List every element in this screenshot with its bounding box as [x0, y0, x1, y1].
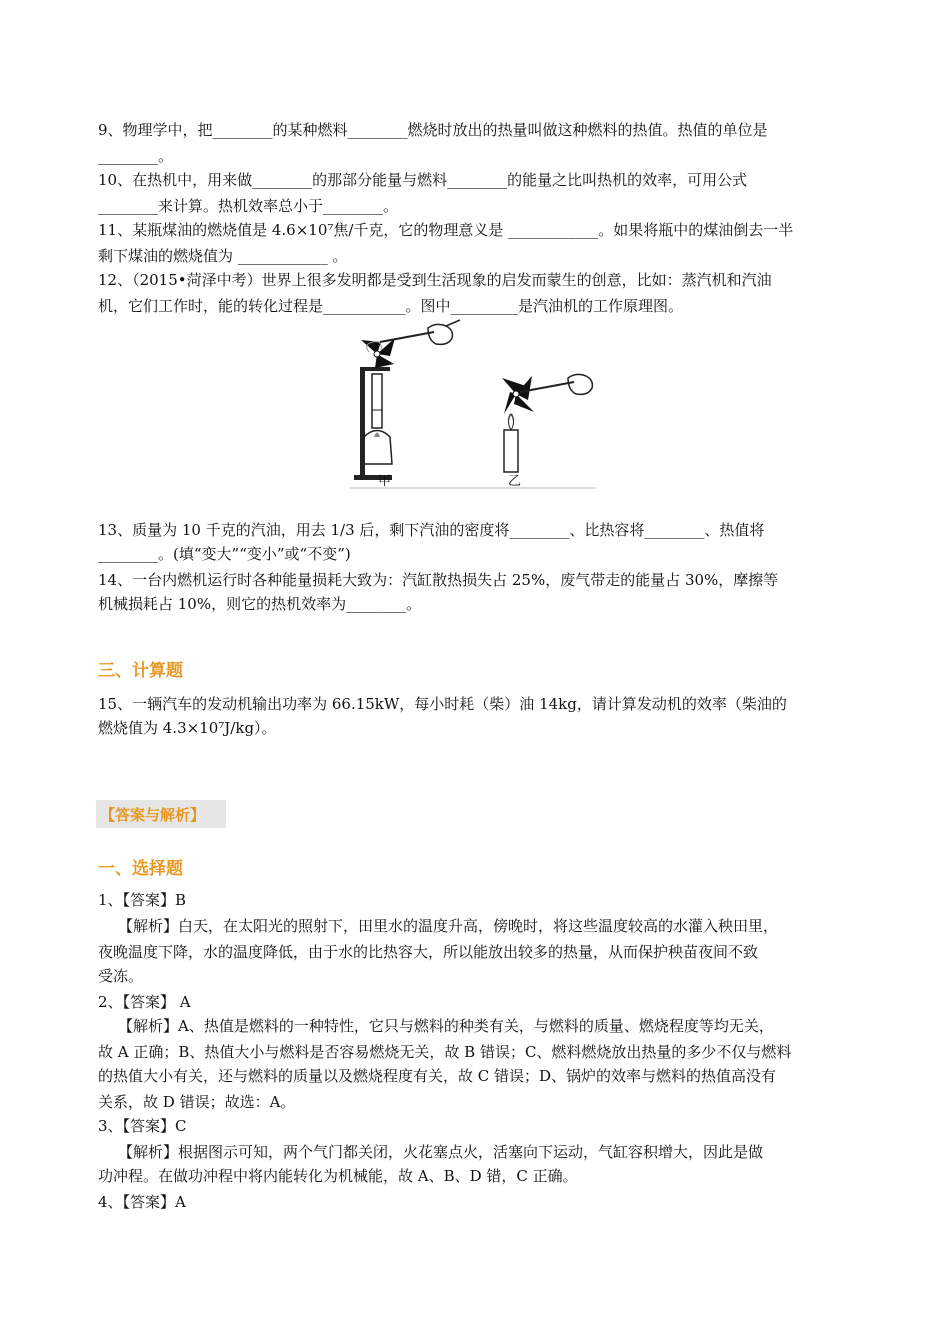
answer-2-explanation-line-3: 的热值大小有关，还与燃料的质量以及燃烧程度有关，故 C 错误；D、锅炉的效率与燃料的热值高没有 [98, 1067, 777, 1085]
question-11-line-2: 剩下煤油的燃烧值为 ____________ 。 [98, 247, 348, 265]
figure-a-drawing [354, 320, 460, 480]
answer-4: 4、【答案】A [98, 1193, 186, 1211]
pinwheel-illustration [350, 312, 600, 492]
answer-1: 1、【答案】B [98, 891, 187, 909]
section-3-heading: 三、计算题 [98, 661, 183, 681]
answer-1-explanation-line-3: 受冻。 [98, 967, 144, 985]
answer-2: 2、【答案】 A [98, 993, 191, 1011]
question-12-line-1: 12、（2015•菏泽中考）世界上很多发明都是受到生活现象的启发而蒙生的创意，比如：蒸汽机和汽油 [98, 271, 772, 289]
question-15-line-1: 15、一辆汽车的发动机输出功率为 66.15kW，每小时耗（柴）油 14kg，请计算发动机的效率（柴油的 [98, 695, 787, 713]
figure-label-b: 乙 [508, 474, 522, 489]
pinwheel-figure [350, 312, 600, 492]
question-15-line-2: 燃烧值为 4.3×10⁷J/kg）。 [98, 719, 277, 737]
answer-1-explanation-line-1: 【解析】白天，在太阳光的照射下，田里水的温度升高，傍晚时，将这些温度较高的水灌入秧田里， [118, 917, 779, 935]
question-12-line-2: 机，它们工作时，能的转化过程是___________。图中_________是汽油机的工作原理图。 [98, 297, 684, 315]
section-1-heading: 一、选择题 [98, 859, 183, 879]
question-13-line-2: ________。(填“变大”“变小”或“不变”) [98, 545, 351, 563]
question-11-line-1: 11、某瓶煤油的燃烧值是 4.6×10⁷焦/千克，它的物理意义是 ____________。如果将瓶中的煤油倒去一半 [98, 221, 794, 239]
answer-3-explanation-line-1: 【解析】根据图示可知，两个气门都关闭，火花塞点火，活塞向下运动，气缸容积增大，因此是做 [118, 1143, 764, 1161]
figure-b-drawing [502, 374, 592, 472]
answer-section-title: 【答案与解析】 [100, 806, 206, 824]
question-13-line-1: 13、质量为 10 千克的汽油，用去 1/3 后，剩下汽油的密度将________、比热容将________、热值将 [98, 521, 765, 539]
answer-2-explanation-line-2: 故 A 正确；B、热值大小与燃料是否容易燃烧无关，故 B 错误；C、燃料燃烧放出热量的多少不仅与燃料 [98, 1043, 792, 1061]
figure-label-a: 甲 [378, 474, 392, 489]
question-9-line-2: ________。 [98, 147, 174, 165]
question-14-line-2: 机械损耗占 10%，则它的热机效率为________。 [98, 595, 422, 613]
question-10-line-2: ________来计算。热机效率总小于________。 [98, 197, 399, 215]
answer-1-explanation-line-2: 夜晚温度下降，水的温度降低，由于水的比热容大，所以能放出较多的热量，从而保护秧苗夜间不致 [98, 943, 759, 961]
question-9-line-1: 9、物理学中，把________的某种燃料________燃烧时放出的热量叫做这种燃料的热值。热值的单位是 [98, 121, 768, 139]
answer-3-explanation-line-2: 功冲程。在做功冲程中将内能转化为机械能，故 A、B、D 错，C 正确。 [98, 1167, 578, 1185]
answer-3: 3、【答案】C [98, 1117, 187, 1135]
answer-section-banner [96, 800, 226, 828]
answer-2-explanation-line-4: 关系，故 D 错误；故选：A。 [98, 1093, 296, 1111]
question-14-line-1: 14、一台内燃机运行时各种能量损耗大致为：汽缸散热损失占 25%，废气带走的能量占 30%，摩擦等 [98, 571, 779, 589]
answer-2-explanation-line-1: 【解析】A、热值是燃料的一种特性，它只与燃料的种类有关，与燃料的质量、燃烧程度等均无关， [118, 1017, 774, 1035]
question-10-line-1: 10、在热机中，用来做________的那部分能量与燃料________的能量之比叫热机的效率，可用公式 [98, 171, 748, 189]
